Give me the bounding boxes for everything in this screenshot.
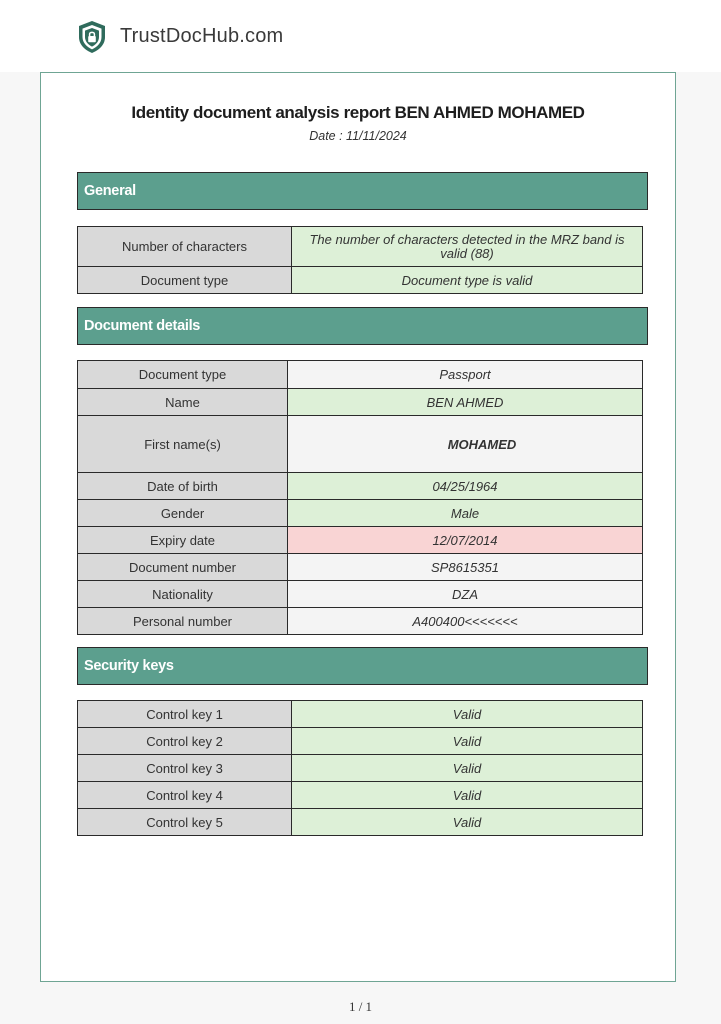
table-row	[78, 608, 643, 635]
section-security-heading: Security keys	[77, 647, 648, 685]
row-value: Passport	[288, 361, 643, 389]
table-row	[78, 554, 643, 581]
security-table	[77, 700, 643, 836]
table-row	[78, 581, 643, 608]
row-label: Number of characters	[78, 227, 292, 267]
row-value: Valid	[292, 728, 643, 755]
row-value: A400400<<<<<<<	[288, 608, 643, 635]
row-value: 12/07/2014	[288, 527, 643, 554]
table-row	[78, 361, 643, 389]
table-row	[78, 473, 643, 500]
section-general-heading: General	[77, 172, 648, 210]
row-value: Valid	[292, 701, 643, 728]
row-label: Document type	[78, 361, 288, 389]
row-label: Date of birth	[78, 473, 288, 500]
row-label: Document number	[78, 554, 288, 581]
table-row	[78, 389, 643, 416]
row-label: Nationality	[78, 581, 288, 608]
row-label: First name(s)	[78, 416, 288, 473]
report-date: Date : 11/11/2024	[309, 129, 407, 143]
report-page	[40, 72, 676, 982]
table-row	[78, 416, 643, 473]
row-value: Document type is valid	[292, 267, 643, 294]
row-value: The number of characters detected in the MRZ band is valid (88)	[292, 227, 643, 267]
row-value: DZA	[288, 581, 643, 608]
top-bar	[0, 0, 721, 72]
site-brand[interactable]: TrustDocHub.com	[120, 25, 284, 47]
section-details-heading: Document details	[77, 307, 648, 345]
table-row	[78, 227, 643, 267]
table-row	[78, 809, 643, 836]
row-value: Valid	[292, 782, 643, 809]
details-table	[77, 360, 643, 635]
row-value: Valid	[292, 809, 643, 836]
table-row	[78, 500, 643, 527]
row-label: Control key 2	[78, 728, 292, 755]
row-label: Name	[78, 389, 288, 416]
row-value: MOHAMED	[288, 416, 643, 473]
report-title: Identity document analysis report BEN AHMED MOHAMED	[131, 103, 585, 122]
table-row	[78, 728, 643, 755]
row-label: Document type	[78, 267, 292, 294]
page-indicator: 1 / 1	[348, 999, 373, 1014]
table-row	[78, 267, 643, 294]
row-value: BEN AHMED	[288, 389, 643, 416]
row-label: Control key 4	[78, 782, 292, 809]
row-label: Gender	[78, 500, 288, 527]
row-label: Expiry date	[78, 527, 288, 554]
row-label: Control key 3	[78, 755, 292, 782]
table-row	[78, 755, 643, 782]
row-value: 04/25/1964	[288, 473, 643, 500]
table-row	[78, 782, 643, 809]
shield-lock-icon[interactable]	[77, 20, 107, 54]
row-value: SP8615351	[288, 554, 643, 581]
row-label: Control key 1	[78, 701, 292, 728]
table-row	[78, 527, 643, 554]
row-label: Personal number	[78, 608, 288, 635]
row-value: Male	[288, 500, 643, 527]
row-label: Control key 5	[78, 809, 292, 836]
general-table	[77, 226, 643, 294]
row-value: Valid	[292, 755, 643, 782]
table-row	[78, 701, 643, 728]
